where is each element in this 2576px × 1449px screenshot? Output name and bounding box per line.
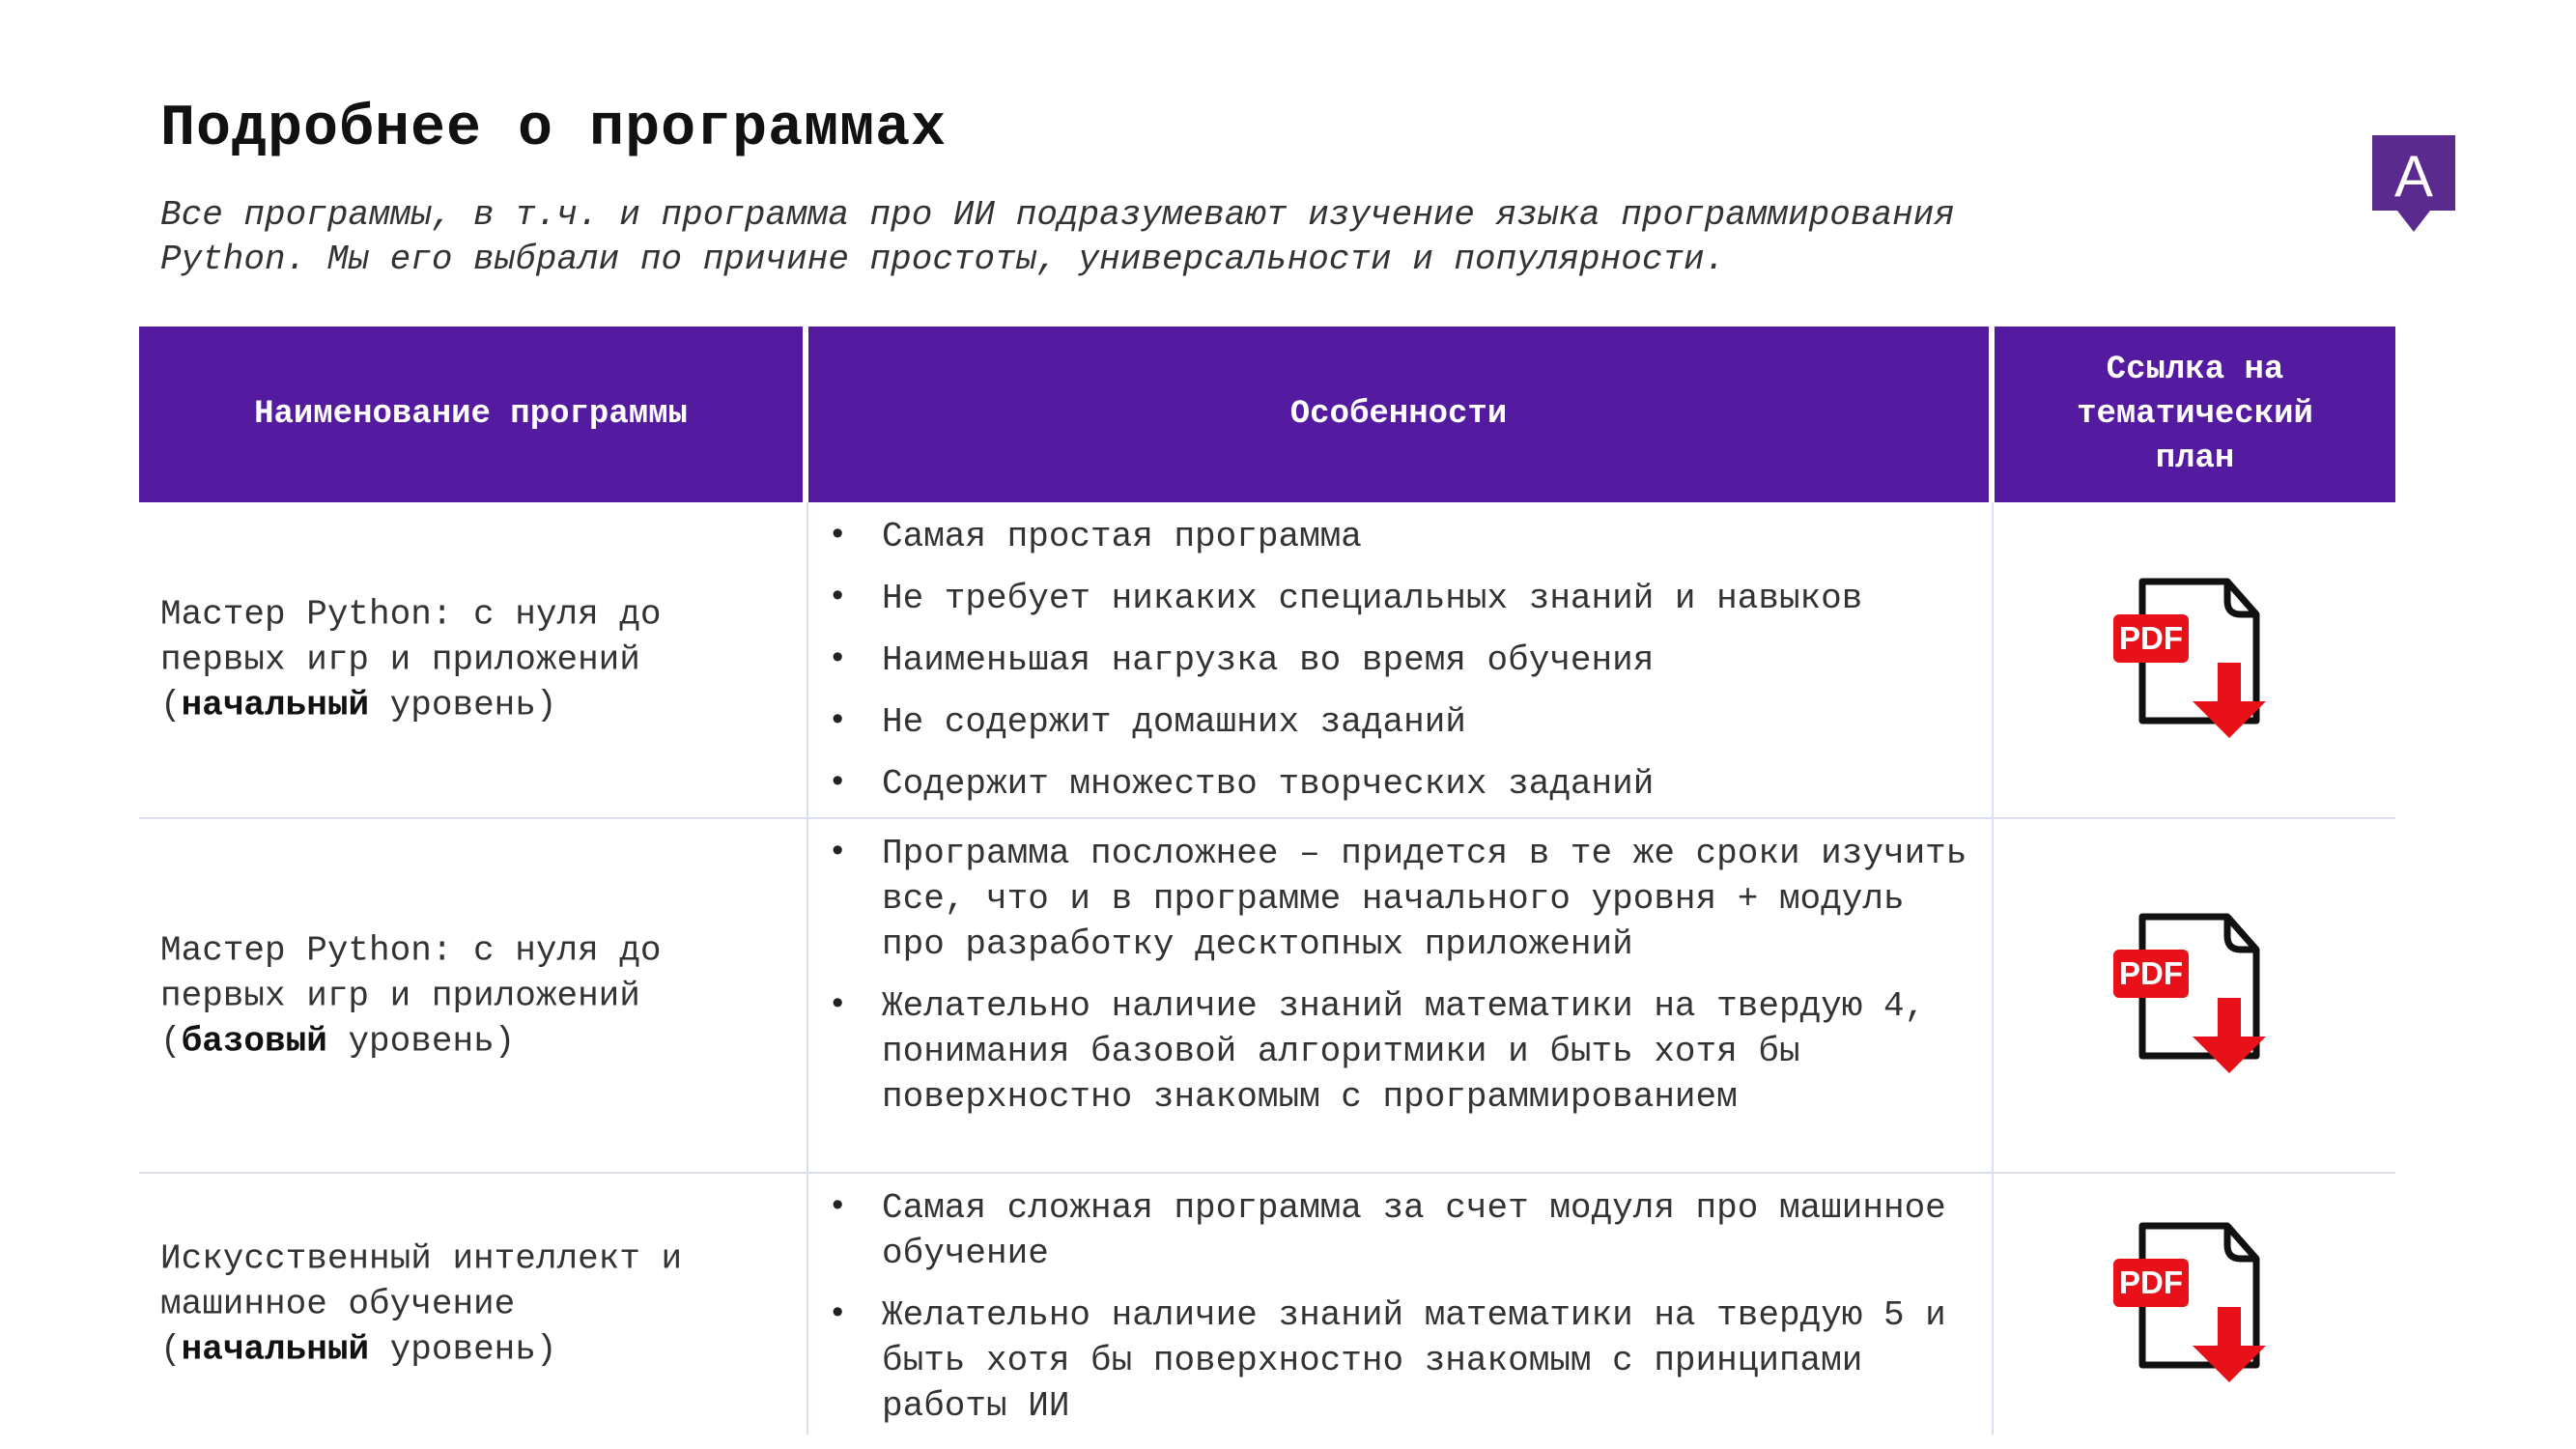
header-program-name: Наименование программы — [139, 327, 803, 502]
bullet-icon: • — [828, 580, 848, 616]
table-row — [139, 1174, 2395, 1435]
bullet-icon: • — [828, 703, 848, 740]
feature-item: • Содержит множество творческих заданий — [808, 761, 1989, 807]
program-name-line-1: Искусственный интеллект и — [160, 1238, 683, 1279]
plan-link-cell — [1995, 819, 2395, 1172]
header-plan-link-line-3: план — [2155, 440, 2235, 477]
program-name-line-2: первых игр и приложений — [160, 976, 640, 1015]
header-features: Особенности — [808, 327, 1989, 502]
program-level-value: базовый — [181, 1021, 327, 1061]
header-plan-link-line-2: тематический — [2077, 396, 2313, 433]
page-subtitle — [160, 193, 2189, 282]
program-name — [160, 1236, 778, 1373]
feature-item: • Программа посложнее – придется в те же сроки изучить все, что и в программе начального уровня + модуль про разработку десктопных приложений — [808, 831, 1989, 967]
bullet-icon: • — [828, 765, 848, 802]
feature-item: • Самая простая программа — [808, 514, 1989, 559]
plan-link-cell — [1995, 502, 2395, 817]
program-features — [808, 831, 1989, 1120]
plan-link-cell — [1995, 1174, 2395, 1435]
table-row — [139, 819, 2395, 1174]
header-plan-link-line-1: Ссылка на — [2106, 352, 2284, 388]
header-plan-link — [1995, 327, 2395, 502]
program-level: (начальный уровень) — [160, 685, 557, 725]
table-row — [139, 502, 2395, 819]
pdf-download-icon[interactable] — [2113, 911, 2278, 1080]
programs-table — [139, 327, 2395, 1435]
program-name-line-2: машинное обучение — [160, 1284, 516, 1324]
program-level-value: начальный — [181, 1329, 370, 1370]
svg-text:PDF: PDF — [2118, 1264, 2183, 1300]
feature-item: • Наименьшая нагрузка во время обучения — [808, 638, 1989, 683]
feature-item: • Желательно наличие знаний математики на твердую 4, понимания базовой алгоритмики и быть хотя бы поверхностно знакомым с программированием — [808, 983, 1989, 1120]
svg-text:PDF: PDF — [2118, 619, 2183, 656]
bullet-icon: • — [828, 641, 848, 678]
bullet-icon: • — [828, 1189, 848, 1226]
program-name — [160, 592, 778, 728]
page-title: Подробнее о программах — [160, 97, 948, 162]
table-header — [139, 327, 2395, 502]
program-name-line-2: первых игр и приложений — [160, 639, 640, 680]
program-name-line-1: Мастер Python: с нуля до — [160, 594, 662, 635]
pdf-download-icon[interactable] — [2113, 576, 2278, 745]
bullet-icon: • — [828, 518, 848, 554]
bullet-icon: • — [828, 1296, 848, 1333]
feature-item: • Не требует никаких специальных знаний и навыков — [808, 576, 1989, 621]
program-level: (начальный уровень) — [160, 1329, 557, 1370]
program-features — [808, 1185, 1989, 1429]
program-name — [160, 927, 778, 1064]
svg-text:PDF: PDF — [2118, 955, 2183, 991]
brand-logo — [2372, 135, 2455, 238]
pdf-download-icon[interactable] — [2113, 1220, 2278, 1389]
feature-item: • Самая сложная программа за счет модуля про машинное обучение — [808, 1185, 1989, 1276]
subtitle-line-2: Python. Мы его выбрали по причине простоты, универсальности и популярности. — [160, 240, 1726, 279]
program-level-value: начальный — [181, 685, 370, 725]
subtitle-line-1: Все программы, в т.ч. и программа про ИИ подразумевают изучение языка программирования — [160, 195, 1955, 235]
bullet-icon: • — [828, 835, 848, 871]
program-features — [808, 514, 1989, 807]
logo-letter: A — [2393, 144, 2434, 209]
feature-item: • Не содержит домашних заданий — [808, 699, 1989, 745]
program-name-line-1: Мастер Python: с нуля до — [160, 930, 662, 970]
program-level: (базовый уровень) — [160, 1021, 516, 1061]
bullet-icon: • — [828, 987, 848, 1024]
feature-item: • Желательно наличие знаний математики на твердую 5 и быть хотя бы поверхностно знакомым с принципами работы ИИ — [808, 1293, 1989, 1429]
